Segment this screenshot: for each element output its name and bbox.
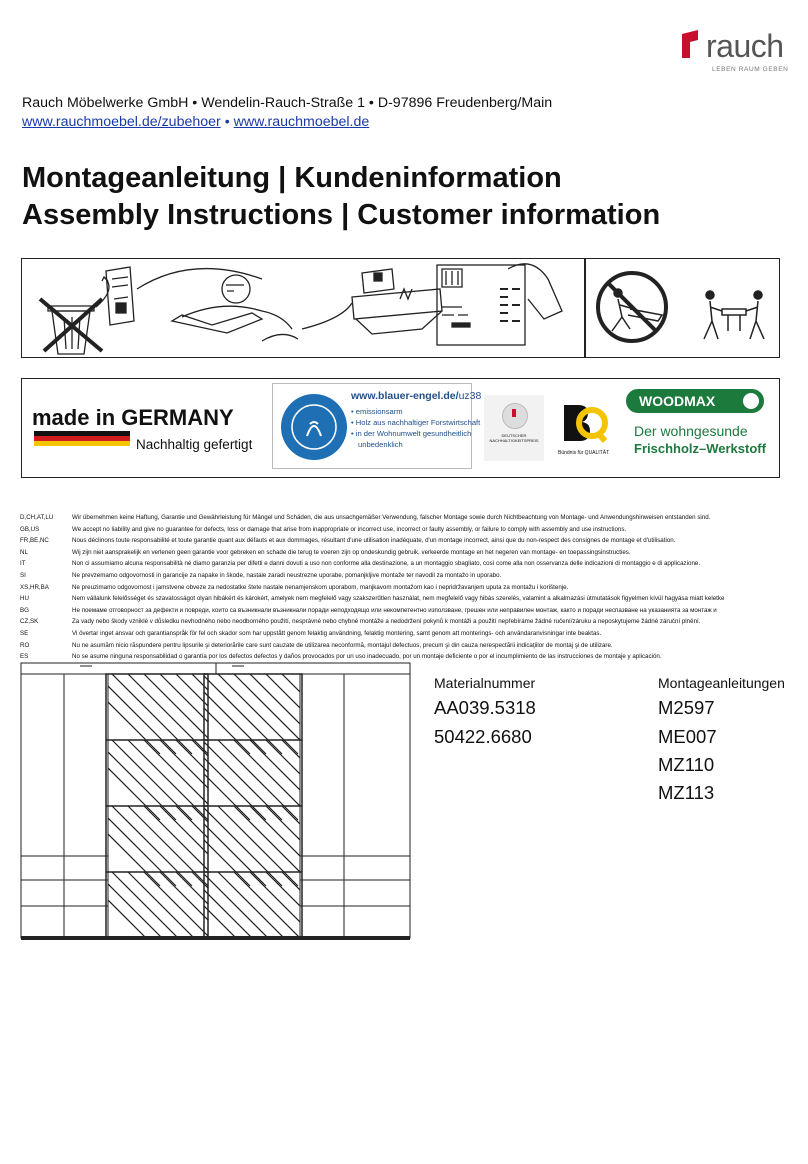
disclaimer-row bbox=[20, 640, 790, 652]
disclaimer-text: Nem vállalunk felelősséget és szavatosságot olyan hibákért és károkért, amelyek nem megfelelő vagy szakszerűtlen használat, nem megfelelő vagy hibás szerelés, valamint a alkalmazási útmutatások figyelmen kívül hagyása miatt keletke bbox=[72, 595, 725, 603]
instruction-pictograms bbox=[21, 258, 780, 358]
woodmax-wordmark: WOODMAX bbox=[639, 393, 716, 409]
blauer-engel-seal-icon bbox=[279, 392, 349, 462]
disclaimer-row bbox=[20, 570, 790, 582]
disclaimer-country-codes: D,CH,AT,LU bbox=[20, 514, 54, 521]
no-single-person-icon bbox=[598, 273, 666, 341]
disclaimer-row bbox=[20, 547, 790, 559]
disclaimer-text: Ne preuzimamo odgovornost i jamstvene obveze za nedostatke štete nastale nenamjenskom uporabom, manjkavom montažom kao i nepridržavanjem uputa za montažu i korištenje. bbox=[72, 583, 569, 591]
disclaimer-country-codes: CZ,SK bbox=[20, 618, 39, 626]
award-text bbox=[486, 433, 542, 443]
blauer-engel-url-prefix: www.blauer-engel.de/ bbox=[351, 390, 459, 402]
manual-code: ME007 bbox=[658, 726, 717, 747]
flag-stripe-gold bbox=[34, 441, 130, 446]
blauer-engel-point: • in der Wohnumwelt gesundheitlich bbox=[351, 429, 472, 438]
award-text-line: DEUTSCHER bbox=[501, 433, 527, 438]
disclaimer-country-codes: GB,US bbox=[20, 525, 40, 533]
disclaimer-text: Vi övertar inget ansvar och garantianspråk för fel och skador som har uppstått genom felaktig användning, felaktig montering, samt genom att monterings- och användaranvisningar inte beaktas. bbox=[72, 629, 602, 637]
woodmax-logo bbox=[626, 389, 764, 413]
disclaimer-country-codes: SI bbox=[20, 571, 26, 579]
disclaimer-country-codes: IT bbox=[20, 560, 26, 568]
disclaimer-text: Nu ne asumăm nicio răspundere pentru lipsurile şi deteriorările care sunt cauzate de utilizarea neconformă, montajul defectuos, precum şi din cauza nerespectării indicaţiilor de montaj şi de utilizare. bbox=[72, 641, 613, 649]
disclaimer-row bbox=[20, 524, 790, 536]
company-address: Rauch Möbelwerke GmbH • Wendelin-Rauch-Straße 1 • D-97896 Freudenberg/Main bbox=[22, 95, 553, 111]
right-door-hatching bbox=[170, 674, 362, 942]
accessories-link[interactable]: www.rauchmoebel.de/zubehoer bbox=[22, 114, 221, 130]
made-in-germany-sub: Nachhaltig gefertigt bbox=[136, 437, 253, 452]
disclaimer-text: Ne prevzemamo odgovornosti in garancije za napake in škode, nastale zaradi neustrezne uporabe, pomanjkljive montaže ter navodil za montažo in uporabo. bbox=[72, 571, 502, 579]
disclaimer-text: Wir übernehmen keine Haftung, Garantie und Gewährleistung für Mängel und Schäden, die aus unsachgemäßer Verwendung, falscher Montage sowie durch Nichtbeachtung von Montage- und Anwendungshinweisen entstanden sind. bbox=[72, 514, 711, 521]
disclaimer-country-codes: ES bbox=[20, 653, 29, 661]
disclaimer-row bbox=[20, 616, 790, 628]
disclaimer-row bbox=[20, 628, 790, 640]
disclaimer-text: No se asume ninguna responsabilidad o garantía por los defectos defectos y daños provocados por un uso inadecuado, por un montaje deficiente o por el incumplimiento de las instrucciones de montaje y aplicación. bbox=[72, 653, 662, 661]
disclaimer-country-codes: RO bbox=[20, 641, 30, 649]
disclaimer-country-codes: FR,BE,NC bbox=[20, 537, 49, 545]
disclaimer-country-codes: HU bbox=[20, 595, 29, 603]
left-door-hatching bbox=[80, 674, 272, 942]
disclaimer-text: We accept no liability and give no guarantee for defects, loss or damage that arise from inappropriate or incorrect use, incorrect or faulty assembly, or failure to comply with assembly and use instructions. bbox=[72, 525, 627, 533]
disclaimer-row bbox=[20, 593, 790, 605]
bq-sub-label: Bündnis für QUALITÄT bbox=[558, 450, 610, 456]
disclaimer-country-codes: NL bbox=[20, 548, 28, 556]
sustainability-award-badge bbox=[484, 395, 544, 461]
blauer-engel-point: unbedenklich bbox=[358, 440, 403, 449]
made-in-germany-label: made in GERMANY bbox=[32, 405, 234, 430]
woodmax-line2: Frischholz–Werkstoff bbox=[634, 441, 766, 456]
disclaimer-row bbox=[20, 558, 790, 570]
disclaimer-row bbox=[20, 605, 790, 617]
certification-panel bbox=[21, 378, 780, 478]
blauer-engel-box bbox=[272, 383, 482, 469]
manual-code: M2597 bbox=[658, 697, 715, 718]
link-separator: • bbox=[224, 114, 230, 130]
disclaimer-row bbox=[20, 582, 790, 594]
bq-quality-badge bbox=[558, 401, 608, 459]
company-links bbox=[22, 114, 369, 130]
disclaimer-row bbox=[20, 512, 790, 524]
blauer-engel-url-suffix: uz38 bbox=[458, 390, 482, 402]
blauer-engel-points bbox=[351, 406, 480, 450]
disclaimer-text: Не поемаме отговорност за дефекти и повреди, които са възникнали възникнали поради неподходящо или некомпетентно използване, грешен или неправилен монтаж, както и поради неспазване на указанията за монтаж и bbox=[72, 606, 717, 614]
blauer-engel-point: • Holz aus nachhaltiger Forstwirtschaft bbox=[351, 418, 481, 427]
manual-code: MZ110 bbox=[658, 754, 715, 775]
material-number: AA039.5318 bbox=[434, 697, 536, 718]
disclaimer-text: Wij zijn niet aansprakelijk en verlenen geen garantie voor gebreken en schade die terug te voeren zijn op ondeskundig gebruik, verkeerde montage en het negeren van montage- en toepassingsinstructies. bbox=[72, 548, 631, 556]
brand-tagline: LEBEN RAUM GEBEN bbox=[712, 66, 789, 73]
liability-disclaimer-list bbox=[20, 512, 790, 663]
material-number: 50422.6680 bbox=[434, 726, 532, 747]
material-number-label: Materialnummer bbox=[434, 675, 536, 691]
award-text-line: NACHHALTIGKEITSPREIS bbox=[489, 438, 539, 443]
document-title-de: Montageanleitung | Kundeninformation bbox=[22, 162, 562, 194]
disclaimer-country-codes: XS,HR,BA bbox=[20, 583, 49, 591]
blauer-engel-url bbox=[351, 390, 481, 402]
bq-logo-icon bbox=[558, 401, 608, 445]
blauer-engel-point: • emissionsarm bbox=[351, 407, 403, 416]
disclaimer-country-codes: SE bbox=[20, 629, 29, 637]
manual-code: MZ113 bbox=[658, 782, 715, 803]
two-persons-carry-icon bbox=[704, 291, 764, 339]
woodmax-arrow-icon bbox=[743, 393, 759, 409]
brand-logo bbox=[672, 26, 792, 78]
document-title-en: Assembly Instructions | Customer information bbox=[22, 199, 661, 231]
disclaimer-country-codes: BG bbox=[20, 606, 29, 614]
website-link[interactable]: www.rauchmoebel.de bbox=[233, 114, 370, 130]
rauch-logo-mark bbox=[680, 30, 702, 58]
manuals-label: Montageanleitungen bbox=[658, 675, 785, 691]
disclaimer-text: Za vady nebo škody vzniklé v důsledku nevhodného nebo neodborného použití, nesprávné nebo chybné montáže a nedodržení pokynů k montáži a použití nepřebíráme žádné ručení/záruku a neposkytujeme žádné záruční plnění. bbox=[72, 618, 701, 626]
disclaimer-text: Nous déclinons toute responsabilité et toute garantie quant aux défauts et aux dommages, résultant d'une utilisation inadéquate, d'un montage incorrect, ainsi que du non-respect des consignes de montage et d'utilisation. bbox=[72, 537, 676, 545]
woodmax-line1: Der wohngesunde bbox=[634, 423, 748, 439]
brand-name: rauch bbox=[706, 28, 784, 64]
disclaimer-text: Non ci assumiamo alcuna responsabilità né diamo garanzia per difetti e danni dovuti a uso non conforme alla destinazione, a un montaggio sbagliato, così come alla non osservanza delle indicazioni di montaggio e di applicazione. bbox=[72, 560, 701, 568]
award-emblem-mark bbox=[512, 409, 516, 417]
wardrobe-drawing bbox=[20, 660, 412, 942]
disclaimer-row bbox=[20, 535, 790, 547]
